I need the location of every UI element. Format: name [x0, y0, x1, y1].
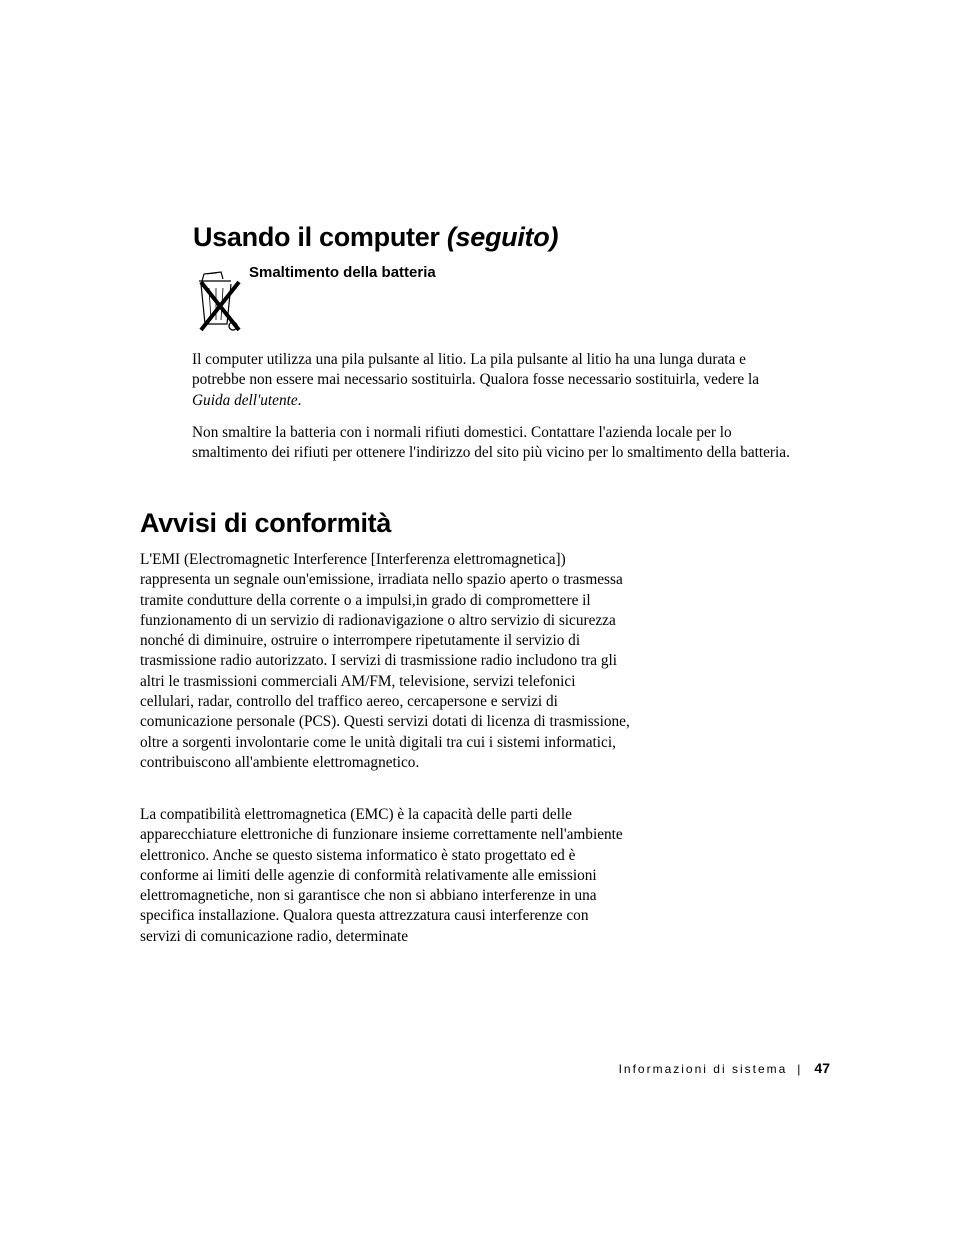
page-footer: [619, 1060, 830, 1078]
battery-paragraph-2: Non smaltire la batteria con i normali rifiuti domestici. Contattare l'azienda locale per lo smaltimento dei rifiuti per ottenere l'indirizzo del sito più vicino per lo smaltimento della batteria.: [192, 424, 790, 462]
section-title-suffix: (seguito): [446, 222, 559, 252]
section-heading: [193, 222, 558, 253]
compliance-paragraph-2: La compatibilità elettromagnetica (EMC) è la capacità delle parti delle apparecchiature elettroniche di funzionare insieme correttamente nell'ambiente elettronico. Anche se questo sistema informatico è stato progettato ed è conforme ai limiti delle agenzie di conformità relativamente alle emissioni elettromagnetiche, non si garantisce che non si abbiano interferenze in una specifica installazione. Qualora questa attrezzatura causi interferenze con servizi di comunicazione radio, determinate: [140, 806, 623, 945]
crossed-out-wheeled-bin-icon: [195, 268, 247, 334]
page-number: 47: [814, 1060, 830, 1076]
section-title: Usando il computer: [193, 222, 440, 252]
user-guide-reference: Guida dell'utente: [192, 391, 298, 409]
battery-paragraph-1-text: Il computer utilizza una pila pulsante al litio. La pila pulsante al litio ha una lunga durata e potrebbe non essere mai necessario sostituirla. Qualora fosse necessario sostituirla, vedere la: [192, 351, 760, 389]
battery-paragraph-1-end: .: [297, 391, 302, 409]
battery-paragraph-1: [192, 350, 792, 411]
footer-section-name: Informazioni di sistema: [618, 1062, 788, 1076]
compliance-heading: Avvisi di conformità: [140, 508, 392, 538]
footer-separator: |: [797, 1062, 801, 1076]
battery-disposal-heading: Smaltimento della batteria: [249, 264, 436, 281]
compliance-paragraph-1: L'EMI (Electromagnetic Interference [Interferenza elettromagnetica]) rappresenta un segnale oun'emissione, irradiata nello spazio aperto o trasmessa tramite condutture della corrente o a impulsi,in grado di compromettere il funzionamento di un servizio di radionavigazione o altro servizio di sicurezza nonché di diminuire, ostruire o interrompere ripetutamente il servizio di trasmissione radio autorizzato. I servizi di trasmissione radio includono tra gli altri le trasmissioni commerciali AM/FM, televisione, servizi telefonici cellulari, radar, controllo del traffico aereo, cercapersone e servizi di comunicazione personale (PCS). Questi servizi dotati di licenza di trasmissione, oltre a sorgenti involontarie come le unità digitali tra cui i sistemi informatici, contribuiscono all'ambiente elettromagnetico.: [140, 551, 630, 771]
